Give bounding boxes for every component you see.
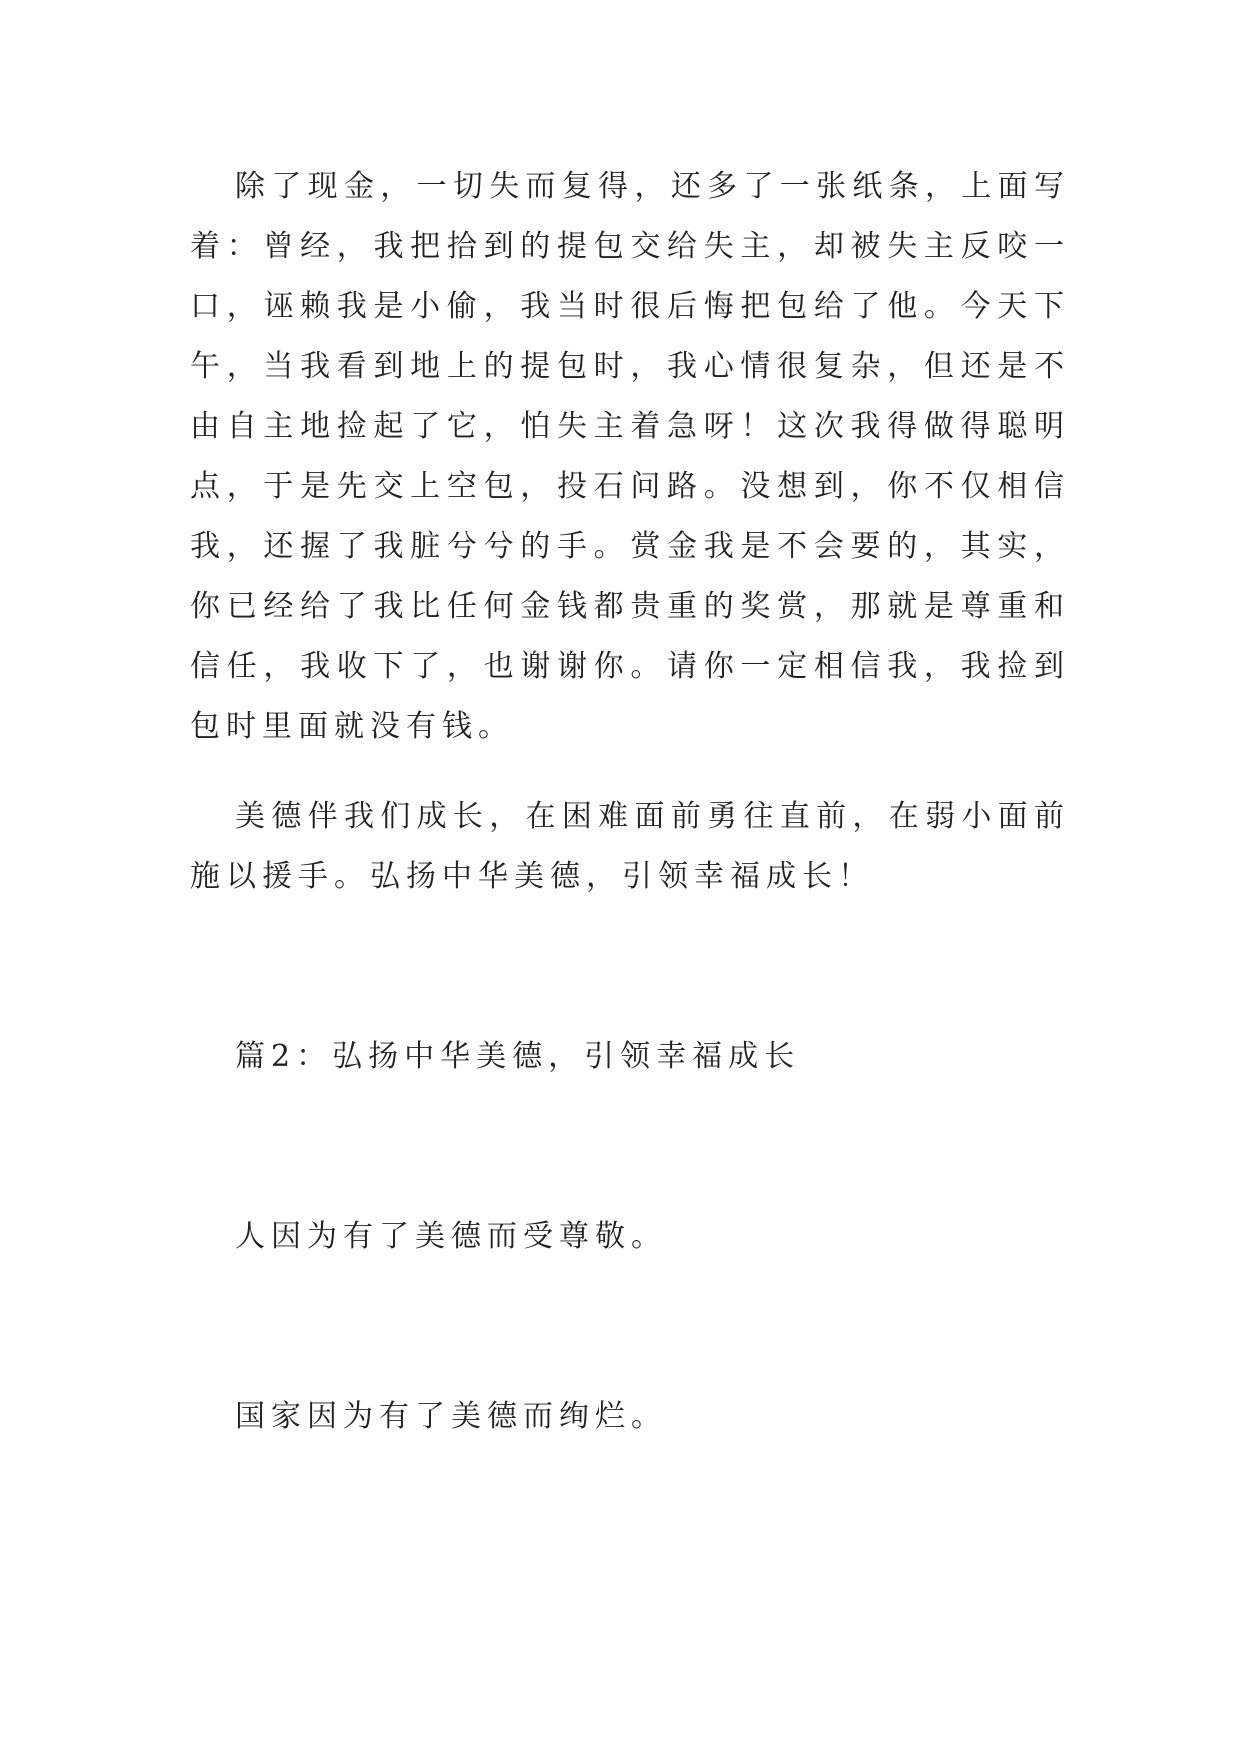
conclusion-paragraph: 美德伴我们成长，在困难面前勇往直前，在弱小面前施以援手。弘扬中华美德，引领幸福成长！ <box>190 799 1070 894</box>
body-paragraph: 国家因为有了美德而绚烂。 <box>235 1399 667 1434</box>
body-paragraph: 人因为有了美德而受尊敬。 <box>235 1219 667 1254</box>
story-paragraph: 除了现金，一切失而复得，还多了一张纸条，上面写着：曾经，我把拾到的提包交给失主，却被失主反咬一口，诬赖我是小偷，我当时很后悔把包给了他。今天下午，当我看到地上的提包时，我心情很复杂，但还是不由自主地捡起了它，怕失主着急呀！这次我得做得聪明点，于是先交上空包，投石问路。没想到，你不仅相信我，还握了我脏兮兮的手。赏金我是不会要的，其实，你已经给了我比任何金钱都贵重的奖赏，那就是尊重和信任，我收下了，也谢谢你。请你一定相信我，我捡到包时里面就没有钱。 <box>190 169 1070 744</box>
section-heading: 篇2：弘扬中华美德，引领幸福成长 <box>235 1039 801 1074</box>
